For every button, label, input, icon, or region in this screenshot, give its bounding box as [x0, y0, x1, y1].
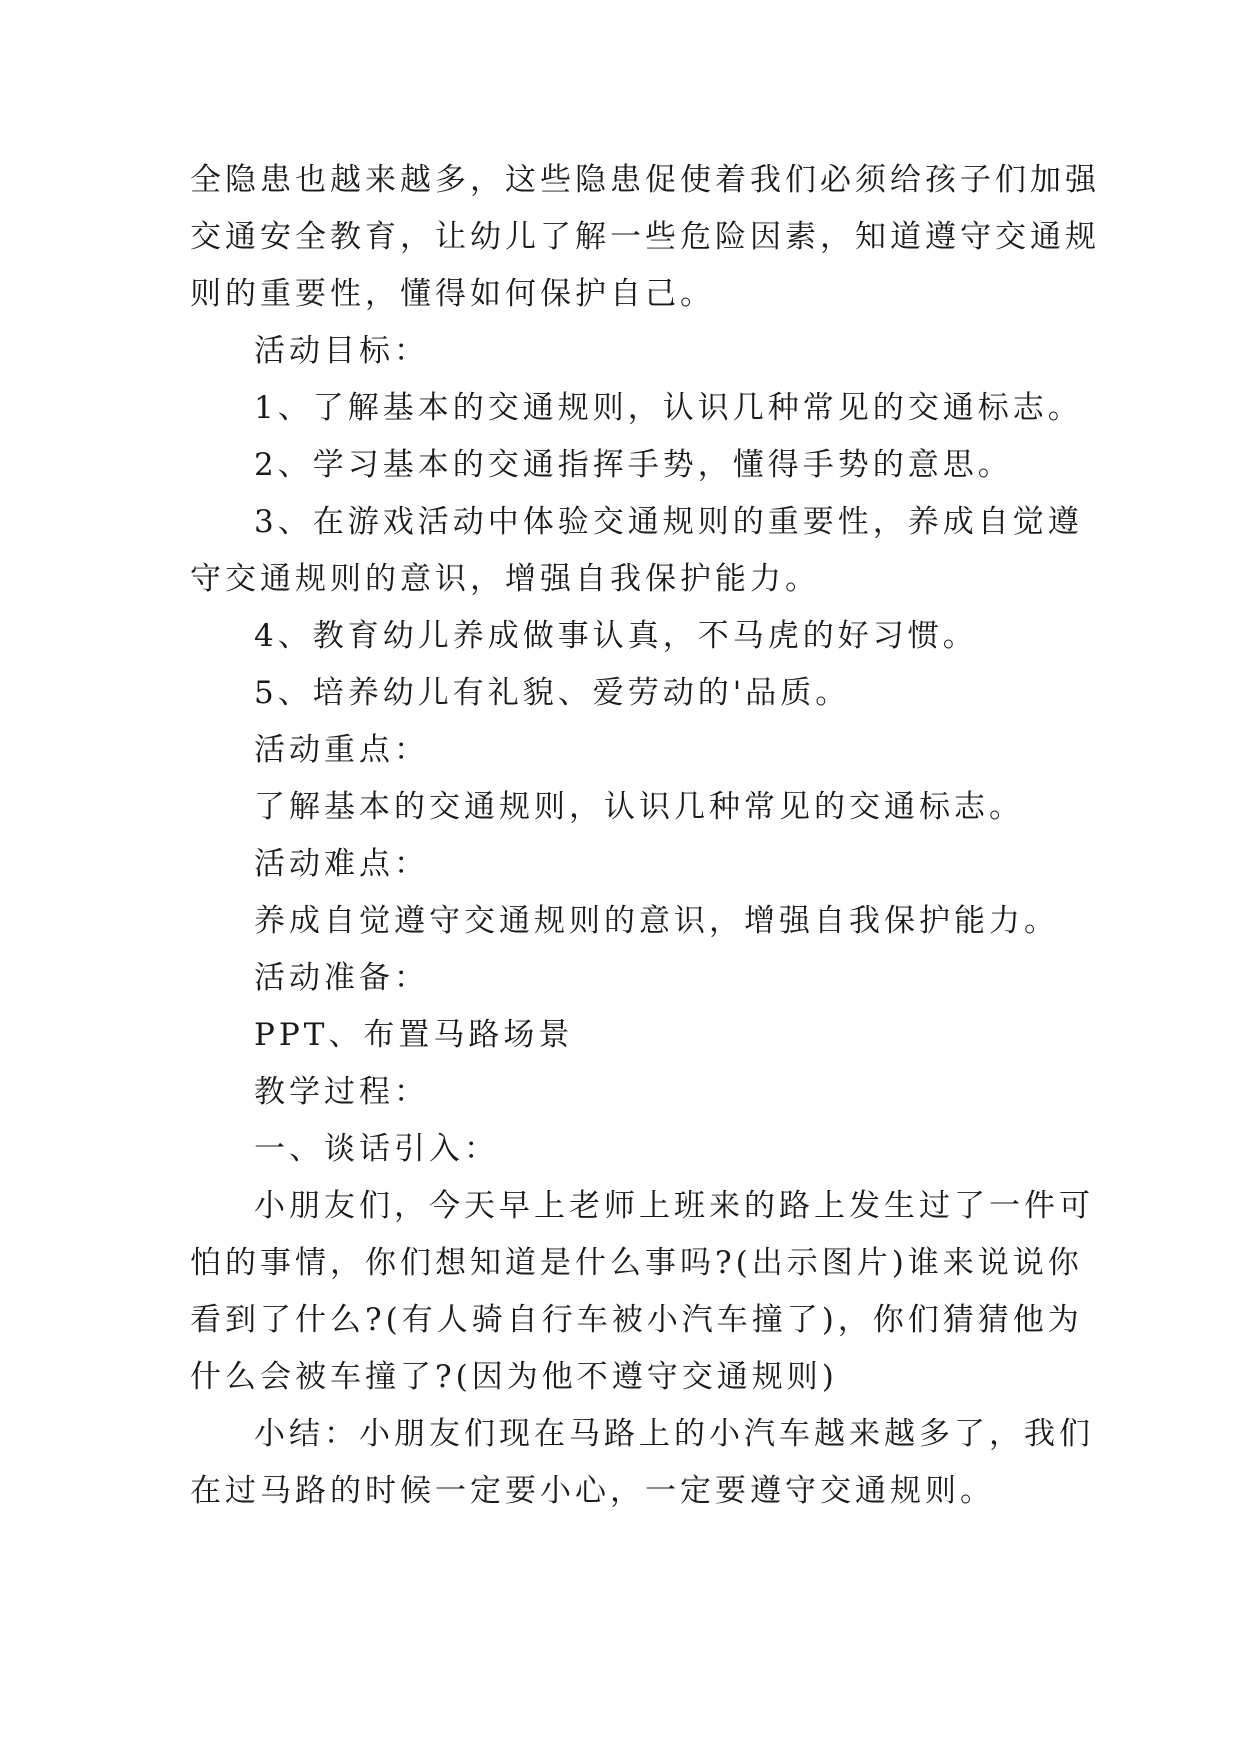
goal-item-3-continued: 守交通规则的意识，增强自我保护能力。 [190, 561, 820, 597]
goal-item-1: 1、了解基本的交通规则，认识几种常见的交通标志。 [254, 390, 1083, 426]
goal-item-4: 4、教育幼儿养成做事认真，不马虎的好习惯。 [254, 618, 978, 654]
section-heading-preparation: 活动准备： [254, 960, 429, 996]
paragraph-line: 怕的事情，你们想知道是什么事吗?(出示图片)谁来说说你 [190, 1245, 1083, 1281]
preparation-text: PPT、布置马路场景 [254, 1017, 574, 1053]
summary-line: 在过马路的时候一定要小心，一定要遵守交通规则。 [190, 1473, 995, 1509]
goal-item-3: 3、在游戏活动中体验交通规则的重要性，养成自觉遵 [254, 504, 1083, 540]
key-points-text: 了解基本的交通规则，认识几种常见的交通标志。 [254, 789, 1024, 825]
section-heading-difficulties: 活动难点： [254, 846, 429, 882]
goal-item-5: 5、培养幼儿有礼貌、爱劳动的'品质。 [254, 675, 851, 711]
section-heading-goals: 活动目标： [254, 333, 429, 369]
goal-item-2: 2、学习基本的交通指挥手势，懂得手势的意思。 [254, 447, 1013, 483]
paragraph-line: 看到了什么?(有人骑自行车被小汽车撞了)，你们猜猜他为 [190, 1302, 1083, 1338]
paragraph-line: 小朋友们，今天早上老师上班来的路上发生过了一件可 [254, 1188, 1094, 1224]
process-step-heading: 一、谈话引入： [254, 1131, 499, 1167]
paragraph-line: 什么会被车撞了?(因为他不遵守交通规则) [190, 1359, 838, 1395]
difficulties-text: 养成自觉遵守交通规则的意识，增强自我保护能力。 [254, 903, 1059, 939]
summary-line: 小结：小朋友们现在马路上的小汽车越来越多了，我们 [254, 1416, 1094, 1452]
paragraph-line: 全隐患也越来越多，这些隐患促使着我们必须给孩子们加强 [190, 162, 1100, 198]
paragraph-line: 交通安全教育，让幼儿了解一些危险因素，知道遵守交通规 [190, 219, 1100, 255]
section-heading-key-points: 活动重点： [254, 732, 429, 768]
section-heading-process: 教学过程： [254, 1074, 429, 1110]
paragraph-line: 则的重要性，懂得如何保护自己。 [190, 276, 715, 312]
